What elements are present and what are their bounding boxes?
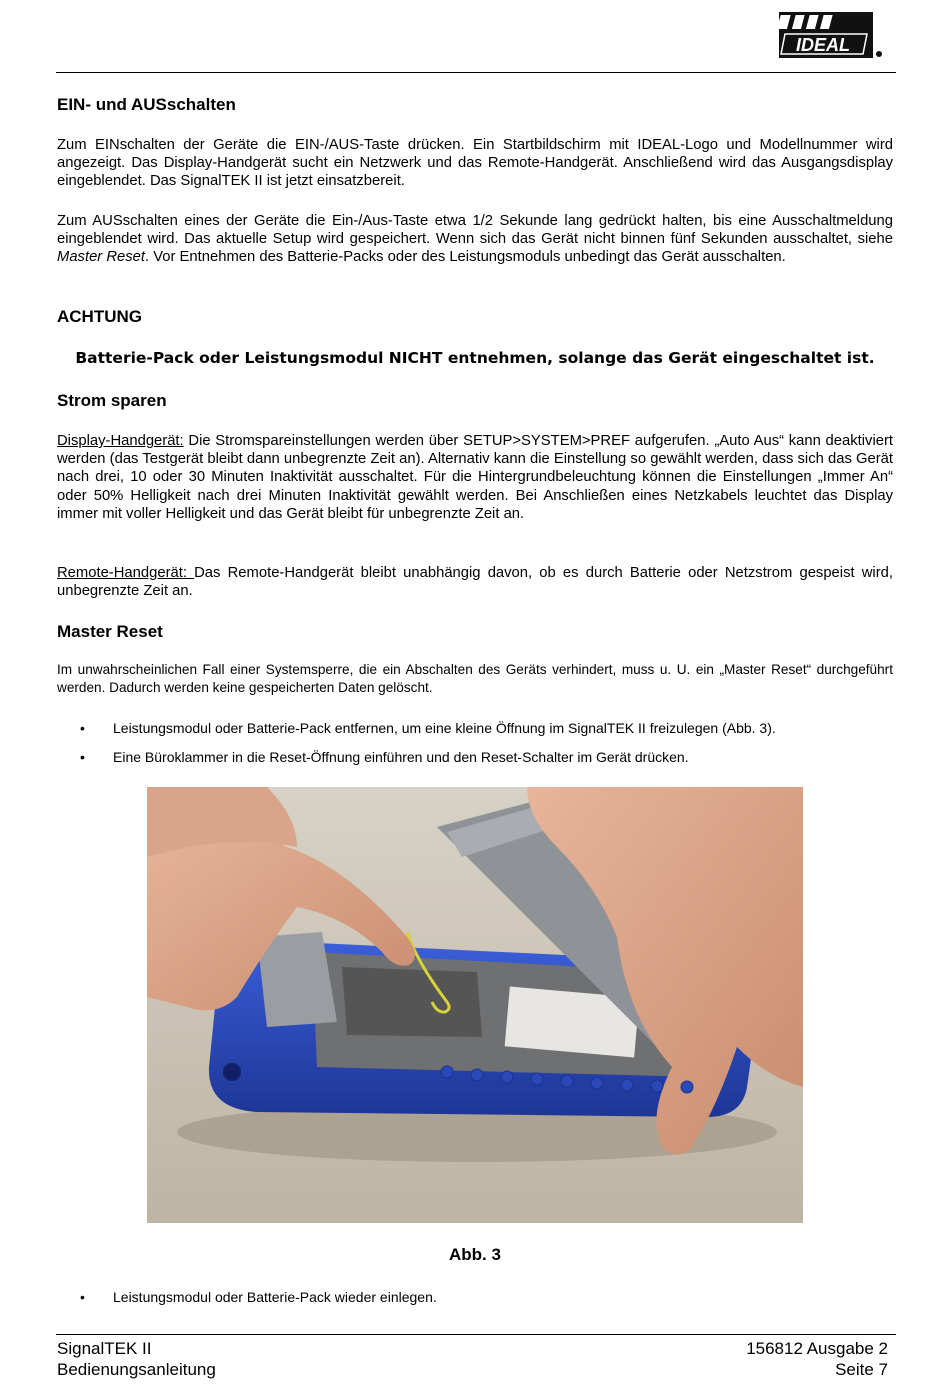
- section-heading-power: EIN- und AUSschalten: [57, 95, 236, 114]
- remote-handset-paragraph: Remote-Handgerät: Das Remote-Handgerät bleibt unabhängig davon, ob es durch Batterie oder Netzstrom gespeist wird, unbegrenzte Zeit an.: [57, 565, 893, 600]
- footer-page-number: Seite 7: [835, 1360, 888, 1379]
- section-heading-save-power: Strom sparen: [57, 391, 167, 410]
- master-reset-paragraph: Im unwahrscheinlichen Fall einer Systemsperre, die ein Abschalten des Geräts verhindert, muss u. U. ein „Master Reset“ durchgeführt werden. Dadurch werden keine gespeicherten Daten gelöscht.: [57, 662, 893, 695]
- power-paragraph-off: Zum AUSschalten eines der Geräte die Ein-/Aus-Taste etwa 1/2 Sekunde lang gedrückt halten, bis eine Ausschaltmeldung eingeblendet wird. Das aktuelle Setup wird gespeichert. Wenn sich das Gerät nicht binnen fünf Sekunden ausschaltet, siehe Master Reset. Vor Entnehmen des Batterie-Packs oder des Leistungsmoduls unbedingt das Gerät ausschalten.: [57, 213, 893, 266]
- caution-text: Batterie-Pack oder Leistungsmodul NICHT entnehmen, solange das Gerät eingeschaltet ist.: [75, 349, 875, 367]
- master-reset-reference: Master Reset: [57, 249, 145, 266]
- header-rule: [56, 72, 896, 73]
- figure-caption: Abb. 3: [449, 1245, 501, 1264]
- logo-wordmark: IDEAL: [796, 35, 850, 55]
- power-paragraph-on: Zum EINschalten der Geräte die EIN-/AUS-Taste drücken. Ein Startbildschirm mit IDEAL-Logo und Modellnummer wird angezeigt. Das Display-Handgerät sucht ein Netzwerk und das Remote-Handgerät. Anschließend wird das Ausgangsdisplay eingeblendet. Das SignalTEK II ist jetzt einsatzbereit.: [57, 137, 893, 190]
- footer-edition: 156812 Ausgabe 2: [746, 1339, 888, 1358]
- footer-product-name: SignalTEK II: [57, 1339, 152, 1358]
- display-handset-label: Display-Handgerät:: [57, 433, 184, 449]
- ideal-logo: [779, 10, 883, 60]
- bullet-icon: •: [80, 720, 85, 736]
- remote-handset-label: Remote-Handgerät:: [57, 565, 195, 581]
- footer-rule: [56, 1334, 896, 1335]
- display-handset-paragraph: Display-Handgerät: Die Stromspareinstellungen werden über SETUP>SYSTEM>PREF aufgerufen. „Auto Aus“ kann deaktiviert werden (das Testgerät bleibt dann unbegrenzte Zeit an). Alternativ kann die Einstellung so gewählt werden, dass sich das Gerät nach drei, 10 oder 30 Minuten Inaktivität ausschaltet. Für die Hintergrundbeleuchtung können die Einstellungen „Immer An“ oder 50% Helligkeit nach drei Minuten Inaktivität gewählt werden. Bei Anschließen eines Netzkabels leuchtet das Display immer mit voller Helligkeit und das Gerät bleibt für unbegrenzte Zeit an.: [57, 433, 893, 522]
- caution-heading: ACHTUNG: [57, 307, 142, 326]
- footer-document-type: Bedienungsanleitung: [57, 1360, 216, 1379]
- footer-right: [746, 1338, 888, 1380]
- footer-left: [57, 1338, 216, 1380]
- bullet-icon: •: [80, 749, 85, 765]
- bullet-icon: •: [80, 1289, 85, 1305]
- figure-photo-device-reset: [147, 787, 803, 1223]
- section-heading-master-reset: Master Reset: [57, 622, 163, 641]
